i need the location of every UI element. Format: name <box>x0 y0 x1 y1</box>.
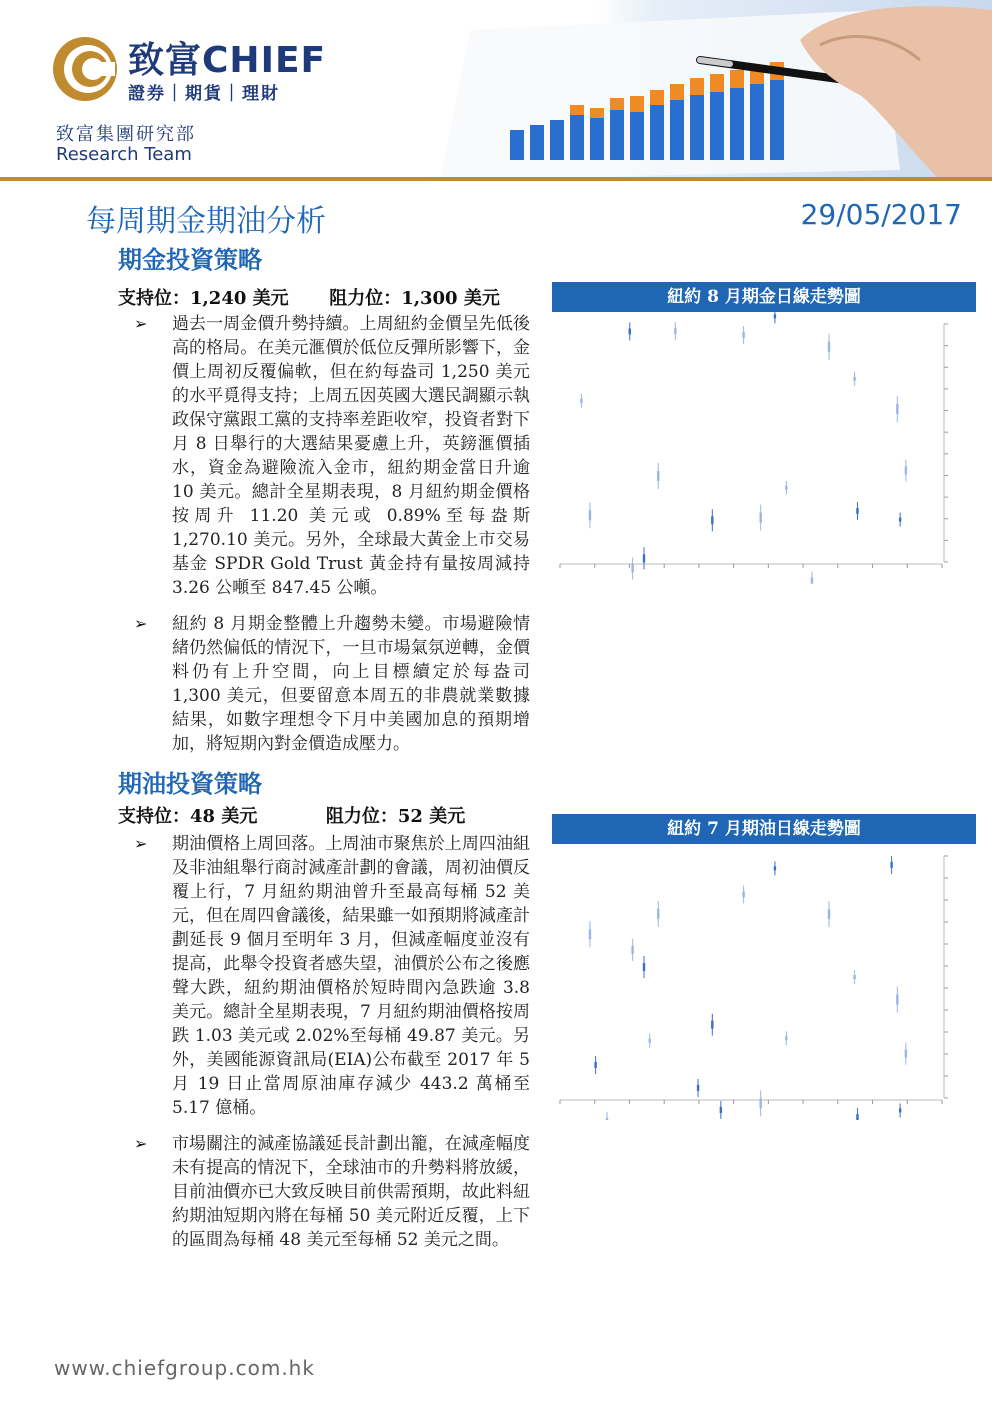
page-header <box>0 0 992 182</box>
gold-chart-candle-body <box>785 486 787 490</box>
oil-chart-candle-body <box>774 866 776 870</box>
page-title: 每周期金期油分析 <box>86 204 326 239</box>
oil-section-title: 期油投資策略 <box>118 770 262 798</box>
oil-chart-candle-body <box>785 1036 787 1040</box>
oil-chart-candle-body <box>643 963 645 971</box>
oil-chart-candle-body <box>899 1108 901 1112</box>
gold-chart-candle-body <box>589 510 591 520</box>
oil-chart-candle-body <box>759 1098 761 1108</box>
gold-chart-candle-body <box>811 578 813 584</box>
oil-bullet-2: 市場關注的減產協議延長計劃出籠，在減產幅度未有提高的情況下，全球油市的升勢料將放緩，目前油價亦已大致反映目前供需預期，故此料紐約期油短期內將在每桶 50 美元附近反覆，上下的區間為每桶 48 美元至每桶 52 美元之間。 <box>172 1134 530 1250</box>
oil-chart-candle-body <box>711 1021 713 1029</box>
gold-chart-candle-body <box>711 516 713 524</box>
oil-chart-candle-body <box>657 909 659 919</box>
oil-resistance-level: 阻力位：52 美元 <box>325 806 466 827</box>
oil-chart-candle-body <box>905 1050 907 1058</box>
oil-chart-candle-body <box>697 1085 699 1091</box>
oil-bullet-1: 期油價格上周回落。上周油市聚焦於上周四油組及非油組舉行商討減產計劃的會議，周初油價反覆上行，7 月紐約期油曾升至最高每桶 52 美元，但在周四會議後，結果雖一如預期將減產計劃延長 9 個月至明年 3 月，但減產幅度並沒有提高，此舉令投資者感失望，油價於公布之後應聲大跌，紐約期油價格於短時間內急跌逾 3.8 美元。總計全星期表現，7 月紐約期油價格按周跌 1.03 美元或 2.02%至每桶 49.87 美元。另外，美國能源資訊局(EIA)公布截至 2017 年 5 月 19 日止當周原油庫存減少 443.2 萬桶至 5.17 億桶。 <box>172 834 530 1118</box>
gold-chart-candle-body <box>759 513 761 523</box>
oil-chart-candle-body <box>648 1039 650 1043</box>
gold-chart <box>552 282 976 584</box>
gold-chart-candle-body <box>580 399 582 403</box>
gold-chart-candle-body <box>657 471 659 481</box>
oil-chart-candle-body <box>594 1062 596 1068</box>
footer-website: www.chiefgroup.com.hk <box>54 1356 315 1380</box>
oil-chart-candle-body <box>589 929 591 939</box>
oil-chart-candle-body <box>856 1114 858 1120</box>
brand-name-cn: 致富 <box>128 40 203 81</box>
oil-chart-candle-body <box>890 862 892 868</box>
oil-chart-candle-body <box>853 975 855 979</box>
gold-bullet-2: 紐約 8 月期金整體上升趨勢未變。市場避險情緒仍然偏低的情況下，一旦市場氣氛逆轉，金價料仍有上升空間，向上目標續定於每盎司 1,300 美元，但要留意本周五的非農就業數據結果，如數字理想令下月中美國加息的預期增加，將短期內對金價造成壓力。 <box>172 614 530 754</box>
oil-chart-candle-body <box>828 909 830 919</box>
gold-support-level: 支持位：1,240 美元 <box>118 288 289 309</box>
brand-name <box>128 32 326 83</box>
chief-logo-icon <box>50 34 120 104</box>
oil-chart-background <box>552 844 976 1120</box>
gold-chart-candle-body <box>905 466 907 474</box>
gold-resistance-level: 阻力位：1,300 美元 <box>329 288 500 309</box>
gold-chart-candle-body <box>742 332 744 338</box>
oil-candlestick-chart <box>552 844 976 1120</box>
oil-levels <box>118 802 465 828</box>
oil-chart-candle-body <box>606 1118 608 1120</box>
bullet-arrow-icon: ➢ <box>134 834 148 853</box>
oil-chart-candle-body <box>631 946 633 954</box>
gold-levels <box>118 284 500 310</box>
bullet-arrow-icon: ➢ <box>134 1134 148 1153</box>
gold-chart-candle-body <box>774 314 776 318</box>
report-date: 29/05/2017 <box>800 198 962 231</box>
gold-chart-candle-body <box>643 554 645 562</box>
oil-chart <box>552 814 976 1120</box>
gold-bullet-1: 過去一周金價升勢持續。上周紐約金價呈先低後高的格局。在美元滙價於低位反彈所影響下，金價上周初反覆偏軟，但在約每盎司 1,250 美元的水平覓得支持；上周五因英國大選民調顯示執政保守黨跟工黨的支持率差距收窄，投資者對下月 8 日舉行的大選結果憂慮上升，英鎊滙價插水，資金為避險流入金市，紐約期金當日升逾 10 美元。總計全星期表現，8 月紐約期金價格按周升 11.20 美元或 0.89%至每盎斯 1,270.10 美元。另外，全球最大黃金上市交易基金 SPDR Gold Trust 黃金持有量按周減持 3.26 公噸至 847.45 公噸。 <box>172 314 530 598</box>
oil-support-level: 支持位：48 美元 <box>118 806 258 827</box>
gold-chart-candle-body <box>629 328 631 334</box>
gold-chart-candle-body <box>896 404 898 414</box>
department-name-en: Research Team <box>56 144 192 165</box>
oil-chart-candle-body <box>720 1107 722 1113</box>
gold-chart-background <box>552 312 976 584</box>
department-name-cn: 致富集團研究部 <box>56 124 196 145</box>
oil-chart-candle-body <box>896 995 898 1005</box>
gold-chart-candle-body <box>856 508 858 514</box>
chief-logo <box>50 30 380 110</box>
gold-chart-candle-body <box>853 377 855 381</box>
gold-section-title: 期金投資策略 <box>118 246 262 274</box>
gold-candlestick-chart <box>552 312 976 584</box>
brand-tagline: 證券｜期貨｜理財 <box>128 84 280 104</box>
gold-chart-candle-body <box>674 328 676 334</box>
gold-chart-candle-body <box>899 518 901 522</box>
gold-chart-title: 紐約 8 月期金日線走勢圖 <box>552 282 976 312</box>
bullet-arrow-icon: ➢ <box>134 314 148 333</box>
gold-chart-candle-body <box>828 342 830 352</box>
gold-chart-candle-body <box>631 565 633 573</box>
brand-name-en: CHIEF <box>202 40 327 81</box>
bullet-arrow-icon: ➢ <box>134 614 148 633</box>
header-divider <box>0 177 992 181</box>
oil-chart-title: 紐約 7 月期油日線走勢圖 <box>552 814 976 844</box>
oil-chart-candle-body <box>742 891 744 897</box>
